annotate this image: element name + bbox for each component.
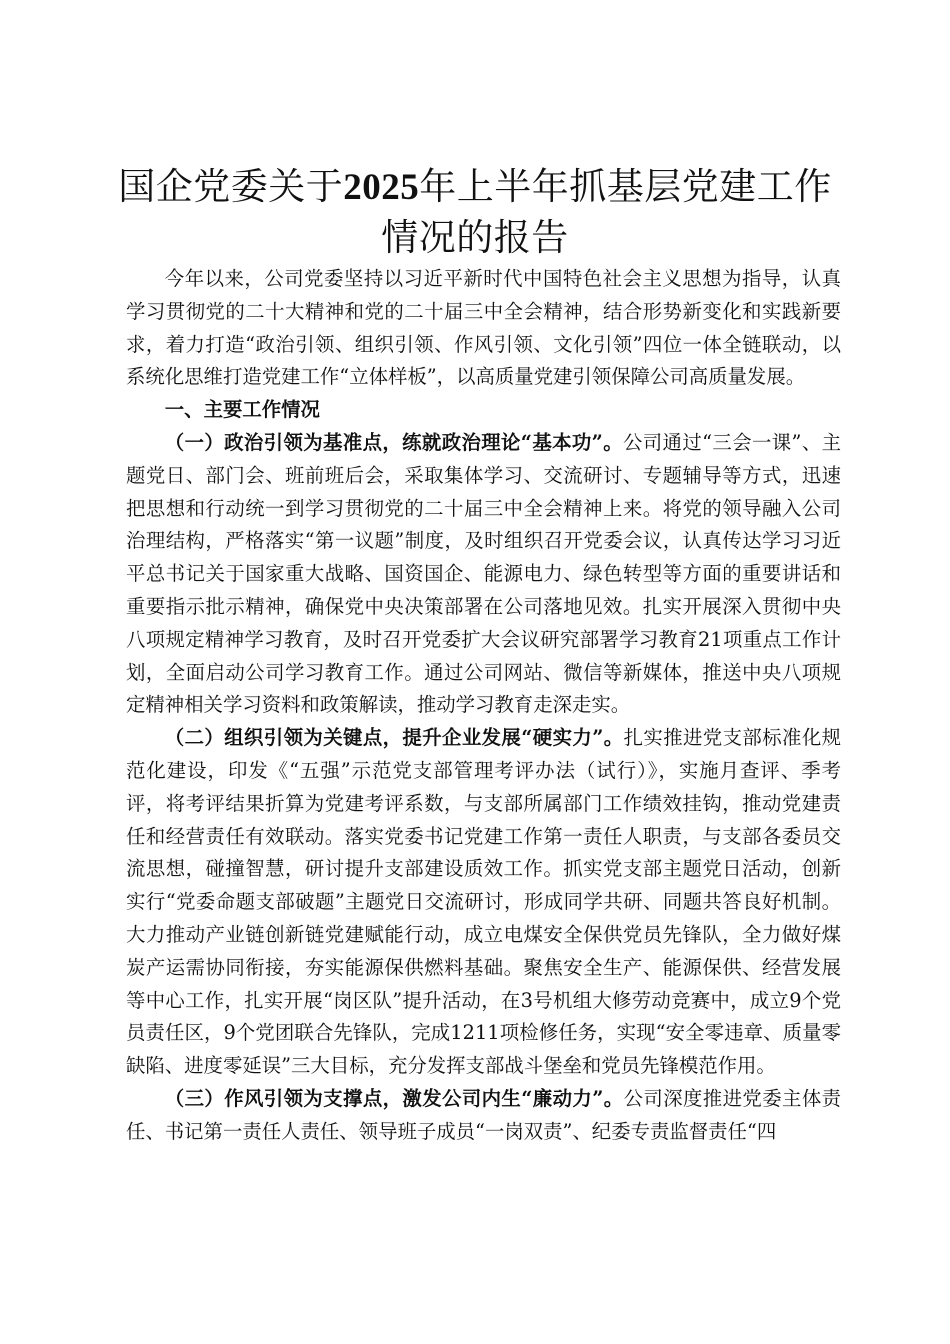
intro-paragraph: 今年以来，公司党委坚持以习近平新时代中国特色社会主义思想为指导，认真学习贯彻党的二十大精神和党的二十届三中全会精神，结合形势新变化和实践新要求，着力打造“政治引领、组织引领、作风引领、文化引领”四位一体全链联动，以系统化思维打造党建工作“立体样板”，以高质量党建引领保障公司高质量发展。 bbox=[126, 267, 841, 389]
section-heading-main-work: 一、主要工作情况 bbox=[164, 398, 320, 422]
title-year: 2025 bbox=[343, 167, 420, 208]
paragraph-text: 公司通过“三会一课”、主题党日、部门会、班前班后会，采取集体学习、交流研讨、专题辅导等方式，迅速把思想和行动统一到学习贯彻党的二十届三中全会精神上来。将党的领导融入公司治理结构，严格落实“第一议题”制度，及时组织召开党委会议，认真传达学习习近平总书记关于国家重大战略、国资国企、能源电力、绿色转型等方面的重要讲话和重要指示批示精神，确保党中央决策部署在公司落地见效。扎实开展深入贯彻中央八项规定精神学习教育，及时召开党委扩大会议研究部署学习教育21项重点工作计划，全面启动公司学习教育工作。通过公司网站、微信等新媒体，推送中央八项规定精神相关学习资料和政策解读，推动学习教育走深走实。 bbox=[126, 430, 841, 717]
paragraph-text: 公司深度推进党委主体责任、书记第一责任人责任、领导班子成员“一岗双责”、纪委专责监督责任“四 bbox=[126, 1086, 842, 1143]
paragraph-organizational-leadership bbox=[126, 722, 841, 1083]
paragraph-lead: （一）政治引领为基准点，练就政治理论“基本功”。 bbox=[164, 430, 623, 454]
paragraph-political-leadership bbox=[126, 427, 841, 722]
title-part-2: 年上半年抓基层党建工作情况的报告 bbox=[381, 165, 832, 259]
document-title bbox=[110, 162, 840, 263]
title-part-1: 国企党委关于 bbox=[118, 165, 344, 208]
paragraph-lead: （二）组织引领为关键点，提升企业发展“硬实力”。 bbox=[164, 726, 624, 750]
document-body bbox=[126, 263, 841, 1149]
paragraph-text: 扎实推进党支部标准化规范化建设，印发《“五强”示范党支部管理考评办法（试行）》，实施月查评、季考评，将考评结果折算为党建考评系数，与支部所属部门工作绩效挂钩，推动党建责任和经营责任有效联动。落实党委书记党建工作第一责任人职责，与支部各委员交流思想，碰撞智慧，研讨提升支部建设质效工作。抓实党支部主题党日活动，创新实行“党委命题支部破题”主题党日交流研讨，形成同学共研、同题共答良好机制。大力推动产业链创新链党建赋能行动，成立电煤安全保供党员先锋队，全力做好煤炭产运需协同衔接，夯实能源保供燃料基础。聚焦安全生产、能源保供、经营发展等中心工作，扎实开展“岗区队”提升活动，在3号机组大修劳动竞赛中，成立9个党员责任区，9个党团联合先锋队，完成1211项检修任务，实现“安全零违章、质量零缺陷、进度零延误”三大目标，充分发挥支部战斗堡垒和党员先锋模范作用。 bbox=[126, 726, 842, 1078]
paragraph-work-style-leadership bbox=[126, 1083, 841, 1149]
paragraph-lead: （三）作风引领为支撑点，激发公司内生“廉动力”。 bbox=[164, 1086, 624, 1110]
